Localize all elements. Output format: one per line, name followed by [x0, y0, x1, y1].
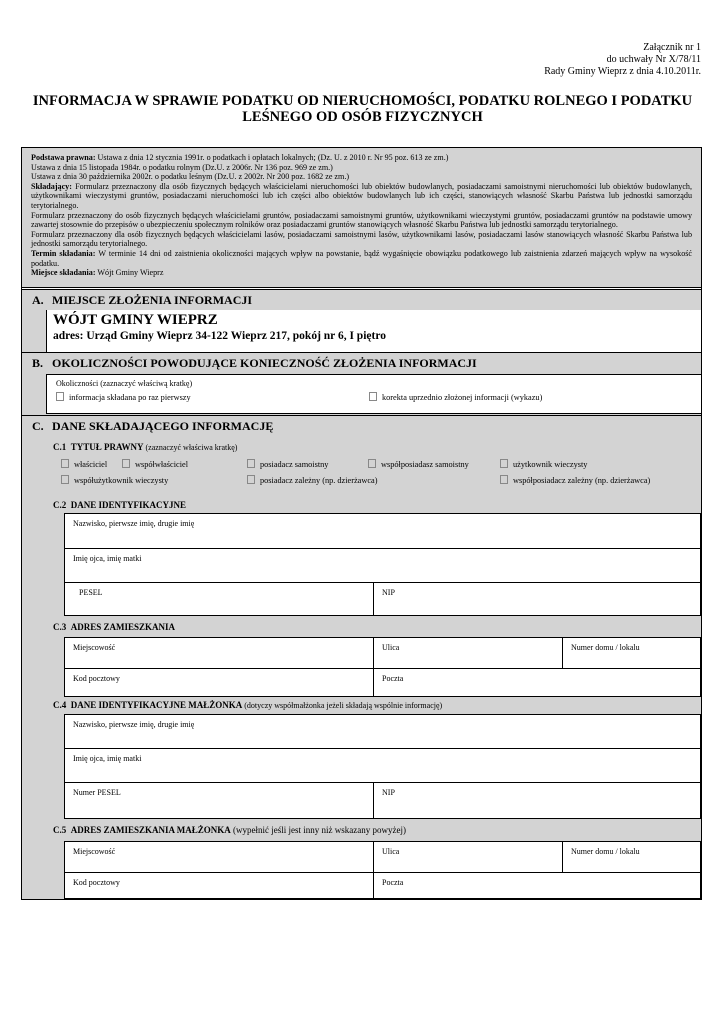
deadline-label: Termin składania: [31, 248, 96, 258]
c5-street-field[interactable] [373, 841, 563, 873]
correction-option[interactable] [369, 392, 542, 402]
title-perpetual-user-option[interactable] [500, 459, 587, 469]
section-b-title: OKOLICZNOŚCI POWODUJĄCE KONIECZNOŚĆ ZŁOŻENIA INFORMACJI [52, 356, 477, 370]
section-a-header [22, 289, 701, 311]
c4-parents-field[interactable] [64, 748, 701, 783]
annex-line-1: Załącznik nr 1 [643, 42, 701, 53]
first-time-label: informacja składana po raz pierwszy [69, 393, 191, 402]
c1-heading [53, 442, 237, 452]
c4-parents-label: Imię ojca, imię matki [73, 754, 142, 763]
checkbox-icon[interactable] [61, 475, 69, 484]
section-b-box [46, 374, 701, 414]
c2-parents-field[interactable] [64, 548, 701, 583]
c4-title: DANE IDENTYFIKACYJNE MAŁŻONKA [70, 700, 243, 710]
title-possessor-option[interactable] [247, 459, 328, 469]
owner-label: właściciel [74, 460, 108, 469]
circumstances-prompt: Okoliczności (zaznaczyć właściwą kratkę) [56, 379, 193, 388]
c3-city-field[interactable] [64, 637, 374, 669]
act-2: Ustawa z dnia 15 listopada 1984r. o podatku rolnym (Dz.U. z 2006r. Nr 136 poz. 969 ze zm.) [31, 162, 333, 172]
c5-zip-field[interactable] [64, 872, 374, 899]
checkbox-icon[interactable] [500, 475, 508, 484]
c2-name-field[interactable] [64, 513, 701, 549]
c4-heading [53, 700, 442, 710]
c4-pesel-label: Numer PESEL [73, 788, 121, 797]
c3-number: C.3 [53, 622, 67, 632]
checkbox-icon[interactable] [247, 475, 255, 484]
co-perpetual-user-label: współużytkownik wieczysty [74, 476, 169, 485]
c5-city-label: Miejscowość [73, 847, 116, 856]
checkbox-icon[interactable] [500, 459, 508, 468]
title-coowner-option[interactable] [122, 459, 188, 469]
c5-zip-label: Kod pocztowy [73, 878, 120, 887]
act-3: Ustawa z dnia 30 października 2002r. o podatku leśnym (Dz.U. z 2002r. Nr 200 poz. 1682 ze zm.) [31, 172, 350, 182]
c3-post-field[interactable] [373, 668, 701, 697]
title-line-1: INFORMACJA W SPRAWIE PODATKU OD NIERUCHOMOŚCI, PODATKU ROLNEGO I PODATKU [32, 93, 693, 109]
section-a-title: MIEJSCE ZŁOŻENIA INFORMACJI [52, 293, 253, 307]
c4-name-field[interactable] [64, 714, 701, 749]
c2-name-label: Nazwisko, pierwsze imię, drugie imię [73, 519, 195, 528]
c2-pesel-label: PESEL [79, 588, 103, 597]
c1-title: TYTUŁ PRAWNY [70, 442, 144, 452]
coowner-label: współwłaściciel [135, 460, 188, 469]
c5-house-field[interactable] [562, 841, 701, 873]
basis-text: Ustawa z dnia 12 stycznia 1991r. o podatkach i opłatach lokalnych; (Dz. U. z 2010 r. Nr 95 poz. 613 ze zm.) [95, 153, 449, 162]
c5-post-field[interactable] [373, 872, 701, 899]
legal-basis-panel [22, 148, 701, 288]
c4-name-label: Nazwisko, pierwsze imię, drugie imię [73, 720, 195, 729]
section-a-margin [22, 310, 46, 353]
forest-text: Formularz przeznaczony dla osób fizycznych będących właścicielami lasów, posiadaczami samoistnymi lasów, użytkownikami lasów, posiadaczami lasów stanowiących własność Skarbu Państwa lub jednostki samorządu terytorialnego. [31, 229, 692, 249]
deadline-text: W terminie 14 dni od zaistnienia okoliczności mających wpływ na powstanie, bądź wygaśnięcie obowiązku podatkowego lub zaistnienia zdarzeń mających wpływ na wysokość podatku. [31, 248, 693, 268]
section-a-letter: A. [32, 293, 44, 307]
c3-street-field[interactable] [373, 637, 563, 669]
submitter-text: Formularz przeznaczony dla osób fizycznych będących właścicielami nieruchomości lub obiektów budowlanych, posiadaczami samoistnymi nieruchomości lub obiektów budowlanych, użytkownikami wieczystymi gruntów, posiadaczami nieruchomości lub ich części albo obiektów budowlanych lub ich części, stanowiących własność Skarbu Państwa lub jednostki samorządu terytorialnego. [31, 181, 692, 210]
c5-city-field[interactable] [64, 841, 374, 873]
c4-number: C.4 [53, 700, 67, 710]
section-a-box [46, 310, 701, 353]
basis-label: Podstawa prawna: [31, 153, 96, 162]
section-c-title: DANE SKŁADAJĄCEGO INFORMACJĘ [52, 419, 274, 433]
checkbox-icon[interactable] [369, 392, 377, 401]
c3-zip-field[interactable] [64, 668, 374, 697]
form-frame [21, 147, 702, 900]
c3-house-label: Numer domu / lokalu [571, 643, 640, 652]
correction-label: korekta uprzednio złożonej informacji (wykazu) [382, 393, 543, 402]
c4-note: (dotyczy współmałżonka jeżeli składają wspólnie informację) [242, 701, 443, 710]
copossessor-label: współposiadasz samoistny [381, 460, 469, 469]
section-c-header [22, 415, 701, 437]
c2-heading [53, 500, 186, 510]
c5-street-label: Ulica [382, 847, 400, 856]
c3-title: ADRES ZAMIESZKANIA [70, 622, 176, 632]
place-text: Wójt Gminy Wieprz [95, 268, 164, 278]
c2-title: DANE IDENTYFIKACYJNE [70, 500, 187, 510]
place-label: Miejsce składania: [31, 268, 96, 278]
checkbox-icon[interactable] [368, 459, 376, 468]
checkbox-icon[interactable] [61, 459, 69, 468]
c2-pesel-field[interactable] [64, 582, 374, 616]
co-dependent-possessor-label: współposiadacz zależny (np. dzierżawca) [513, 476, 651, 485]
section-b-header [22, 352, 701, 374]
c4-nip-field[interactable] [373, 782, 701, 819]
c2-nip-label: NIP [382, 588, 395, 597]
title-dependent-possessor-option[interactable] [247, 475, 377, 485]
annex-header [544, 42, 701, 78]
c3-heading [53, 622, 175, 632]
title-co-dependent-possessor-option[interactable] [500, 475, 650, 485]
title-copossessor-option[interactable] [368, 459, 469, 469]
title-owner-option[interactable] [61, 459, 107, 469]
annex-line-2: do uchwały Nr X/78/11 [606, 54, 701, 65]
c5-number: C.5 [53, 825, 67, 835]
agri-text: Formularz przeznaczony do osób fizycznych będących właścicielami gruntów, posiadaczami samoistnymi gruntów, użytkownikami wieczystymi gruntów, posiadaczami gruntów na podstawie umowy zawartej stosownie do przepisów o ubezpieczeniu społecznym rolników oraz posiadaczami gruntów stanowiących własność Skarbu Państwa lub jednostki samorządu terytorialnego. [31, 210, 692, 230]
first-time-option[interactable] [56, 392, 191, 402]
checkbox-icon[interactable] [247, 459, 255, 468]
checkbox-icon[interactable] [122, 459, 130, 468]
c1-number: C.1 [53, 442, 67, 452]
c2-parents-label: Imię ojca, imię matki [73, 554, 142, 563]
title-co-perpetual-user-option[interactable] [61, 475, 168, 485]
section-b-letter: B. [32, 356, 44, 370]
possessor-label: posiadacz samoistny [260, 460, 329, 469]
c3-street-label: Ulica [382, 643, 400, 652]
submitter-label: Składający: [31, 181, 72, 191]
checkbox-icon[interactable] [56, 392, 64, 401]
c5-heading [53, 825, 406, 835]
document-title [20, 93, 705, 125]
c5-note: (wypełnić jeśli jest inny niż wskazany powyżej) [230, 825, 406, 835]
annex-line-3: Rady Gminy Wieprz z dnia 4.10.2011r. [544, 66, 701, 77]
title-line-2: LEŚNEGO OD OSÓB FIZYCZNYCH [242, 109, 483, 125]
perpetual-user-label: użytkownik wieczysty [513, 460, 588, 469]
c3-house-field[interactable] [562, 637, 701, 669]
c4-pesel-field[interactable] [64, 782, 374, 819]
dependent-possessor-label: posiadacz zależny (np. dzierżawca) [260, 476, 378, 485]
c3-city-label: Miejscowość [73, 643, 116, 652]
recipient-address: adres: Urząd Gminy Wieprz 34-122 Wieprz 217, pokój nr 6, I piętro [53, 330, 386, 342]
c2-number: C.2 [53, 500, 67, 510]
recipient-name: WÓJT GMINY WIEPRZ [53, 312, 218, 328]
section-c-letter: C. [32, 419, 44, 433]
c5-house-label: Numer domu / lokalu [571, 847, 640, 856]
c3-post-label: Poczta [382, 674, 404, 683]
c1-note: (zaznaczyć właściwa kratkę) [143, 443, 238, 452]
c4-nip-label: NIP [382, 788, 395, 797]
c3-zip-label: Kod pocztowy [73, 674, 120, 683]
c2-nip-field[interactable] [373, 582, 701, 616]
c5-title: ADRES ZAMIESZKANIA MAŁŻONKA [70, 825, 231, 835]
c5-post-label: Poczta [382, 878, 404, 887]
